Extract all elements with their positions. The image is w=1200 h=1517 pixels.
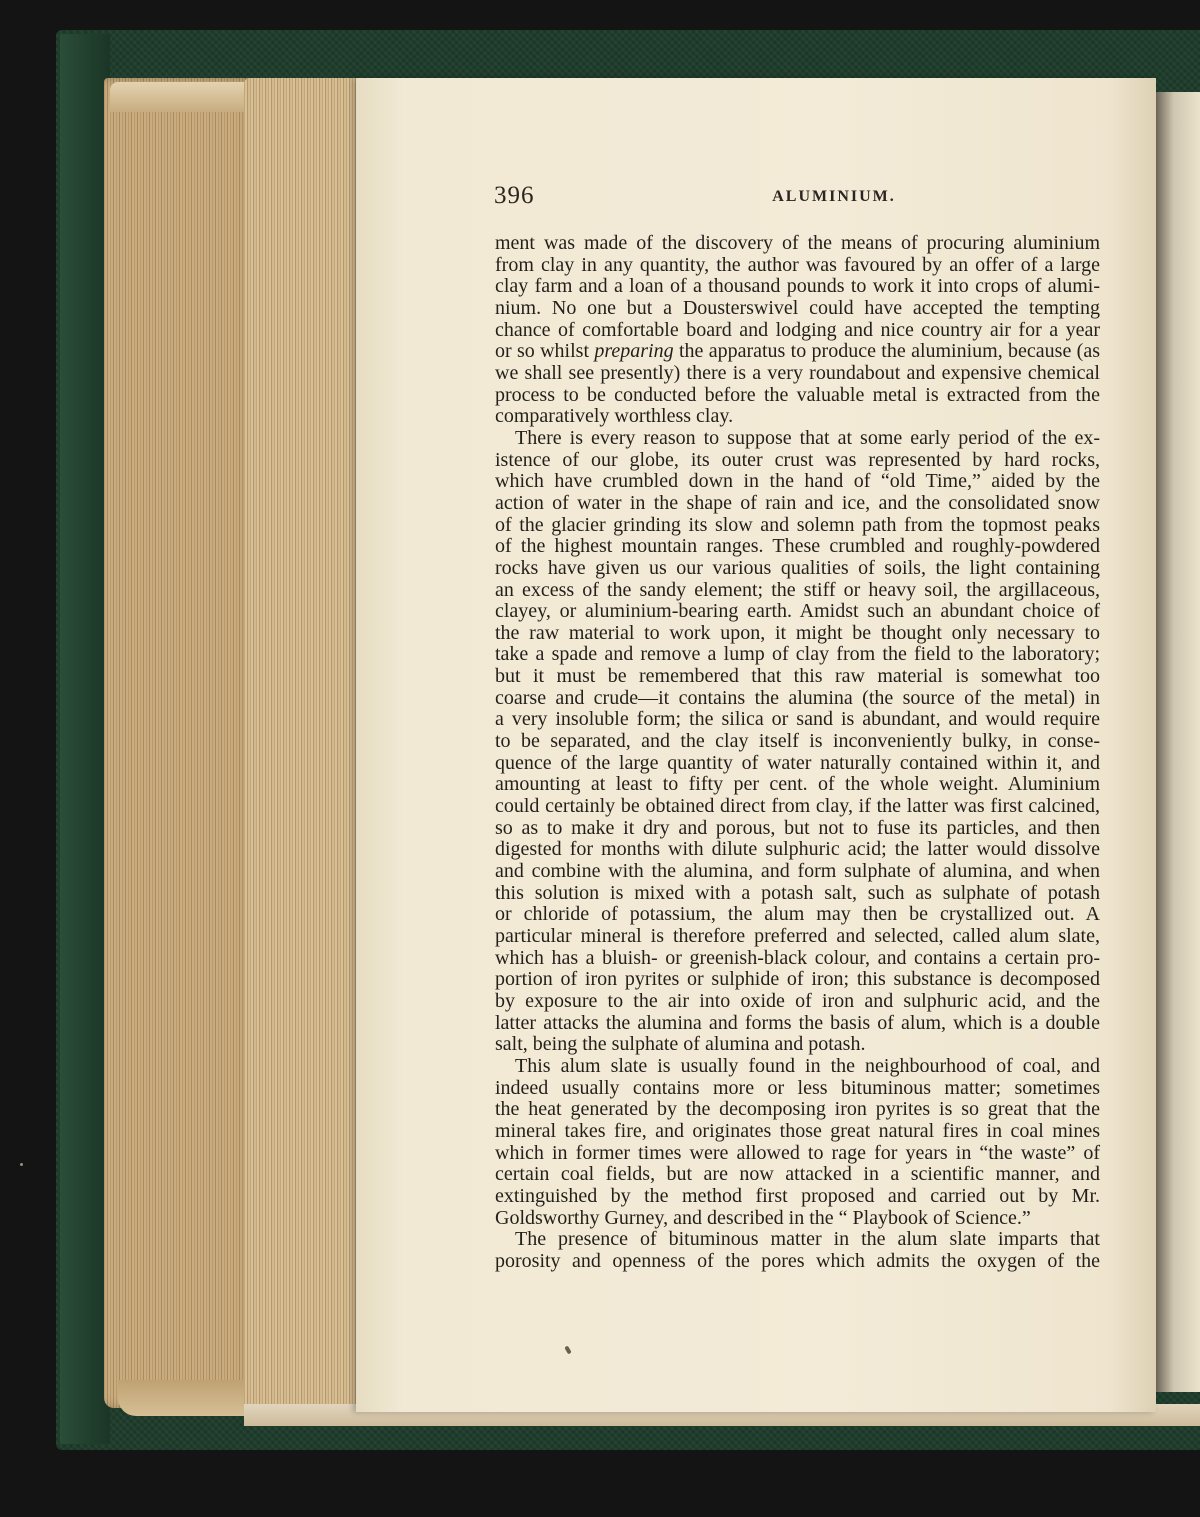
left-page-edges	[104, 78, 254, 1408]
text-line: or chloride of potassium, the alum may then be crystallized out. A	[495, 903, 1100, 926]
text-line: The presence of bituminous matter in the alum slate imparts that	[515, 1228, 1100, 1251]
book-page	[356, 78, 1156, 1412]
text-line: by exposure to the air into oxide of iron and sulphuric acid, and the	[495, 989, 1100, 1012]
paragraph	[495, 1056, 1100, 1229]
text-line: istence of our globe, its outer crust was represented by hard rocks,	[495, 448, 1100, 471]
text-line: which have crumbled down in the hand of “old Time,” aided by the	[495, 470, 1100, 493]
text-line: which has a bluish- or greenish-black colour, and contains a certain pro-	[495, 946, 1100, 969]
text-line: which in former times were allowed to rage for years in “the waste” of	[495, 1141, 1100, 1164]
text-line: mineral takes fire, and originates those great natural fires in coal mines	[495, 1119, 1100, 1142]
text-line: extinguished by the method first proposed and carried out by Mr.	[495, 1184, 1100, 1207]
body-text	[495, 233, 1100, 1273]
text-line: digested for months with dilute sulphuric acid; the latter would dissolve	[495, 838, 1100, 861]
left-page-top	[110, 82, 250, 112]
text-line: so as to make it dry and porous, but not to fuse its particles, and then	[495, 816, 1100, 839]
running-head	[494, 182, 1114, 216]
text-line: a very insoluble form; the silica or sand is abundant, and would require	[495, 708, 1100, 731]
text-line: but it must be remembered that this raw material is somewhat too	[495, 665, 1100, 688]
text-line: Goldsworthy Gurney, and described in the “ Playbook of Science.”	[495, 1206, 1031, 1229]
text-line: amounting at least to fifty per cent. of the whole weight. Aluminium	[495, 773, 1100, 796]
text-line: certain coal fields, but are now attacked in a scientific manner, and	[495, 1163, 1100, 1186]
text-line: This alum slate is usually found in the neighbourhood of coal, and	[515, 1054, 1100, 1077]
text-line: There is every reason to suppose that at some early period of the ex-	[515, 426, 1100, 449]
text-line: could certainly be obtained direct from clay, if the latter was first calcined,	[495, 795, 1100, 818]
text-line: clay farm and a loan of a thousand pounds to work it into crops of alumi-	[495, 275, 1100, 298]
text-line: from clay in any quantity, the author was favoured by an offer of a large	[495, 253, 1100, 276]
text-line: indeed usually contains more or less bituminous matter; sometimes	[495, 1076, 1100, 1099]
text-line: the raw material to work upon, it might be thought only necessary to	[495, 621, 1100, 644]
running-title: ALUMINIUM.	[772, 188, 896, 205]
text-line: ment was made of the discovery of the means of procuring aluminium	[495, 232, 1100, 254]
emphasis-text: preparing	[594, 340, 674, 363]
text-line: quence of the large quantity of water naturally contained within it, and	[495, 751, 1100, 774]
text-line: of the highest mountain ranges. These crumbled and roughly-powdered	[495, 535, 1100, 558]
page-number: 396	[494, 182, 535, 209]
text-line: clayey, or aluminium-bearing earth. Amidst such an abundant choice of	[495, 600, 1100, 623]
next-page-edge	[1156, 92, 1200, 1392]
text-line: action of water in the shape of rain and ice, and the consolidated snow	[495, 491, 1100, 514]
cover-speck	[20, 1163, 23, 1166]
left-page-bottom	[118, 1380, 258, 1416]
text-line: an excess of the sandy element; the stiff or heavy soil, the argillaceous,	[495, 578, 1100, 601]
text-line: rocks have given us our various qualities of soils, the light containing	[495, 556, 1100, 579]
text-line: chance of comfortable board and lodging and nice country air for a year	[495, 318, 1100, 341]
ink-mark	[564, 1346, 571, 1355]
text-line: coarse and crude—it contains the alumina (the source of the metal) in	[495, 686, 1100, 709]
cover-spine-edge	[60, 34, 110, 1444]
text-line: this solution is mixed with a potash salt, such as sulphate of potash	[495, 881, 1100, 904]
paragraph	[495, 1229, 1100, 1272]
text-line: portion of iron pyrites or sulphide of iron; this substance is decomposed	[495, 968, 1100, 991]
right-page-stack	[244, 78, 364, 1418]
text-line: or so whilst preparing the apparatus to produce the aluminium, because (as	[495, 340, 1100, 363]
text-line: of the glacier grinding its slow and solemn path from the topmost peaks	[495, 513, 1100, 536]
text-line: take a spade and remove a lump of clay from the field to the laboratory;	[495, 643, 1100, 666]
text-line: particular mineral is therefore preferred and selected, called alum slate,	[495, 925, 1100, 947]
text-line: salt, being the sulphate of alumina and potash.	[495, 1033, 866, 1056]
paragraph	[495, 233, 1100, 428]
text-line: latter attacks the alumina and forms the basis of alum, which is a double	[495, 1011, 1100, 1034]
paragraph	[495, 428, 1100, 1056]
text-line: porosity and openness of the pores which admits the oxygen of the	[495, 1249, 1100, 1272]
text-line: nium. No one but a Dousterswivel could have accepted the tempting	[495, 296, 1100, 319]
text-line: process to be conducted before the valuable metal is extracted from the	[495, 383, 1100, 406]
text-line: comparatively worthless clay.	[495, 405, 734, 428]
text-line: and combine with the alumina, and form sulphate of alumina, and when	[495, 860, 1100, 883]
text-line: the heat generated by the decomposing iron pyrites is so great that the	[495, 1098, 1100, 1121]
text-line: we shall see presently) there is a very roundabout and expensive chemical	[495, 361, 1100, 384]
text-line: to be separated, and the clay itself is inconveniently bulky, in conse-	[495, 730, 1100, 753]
